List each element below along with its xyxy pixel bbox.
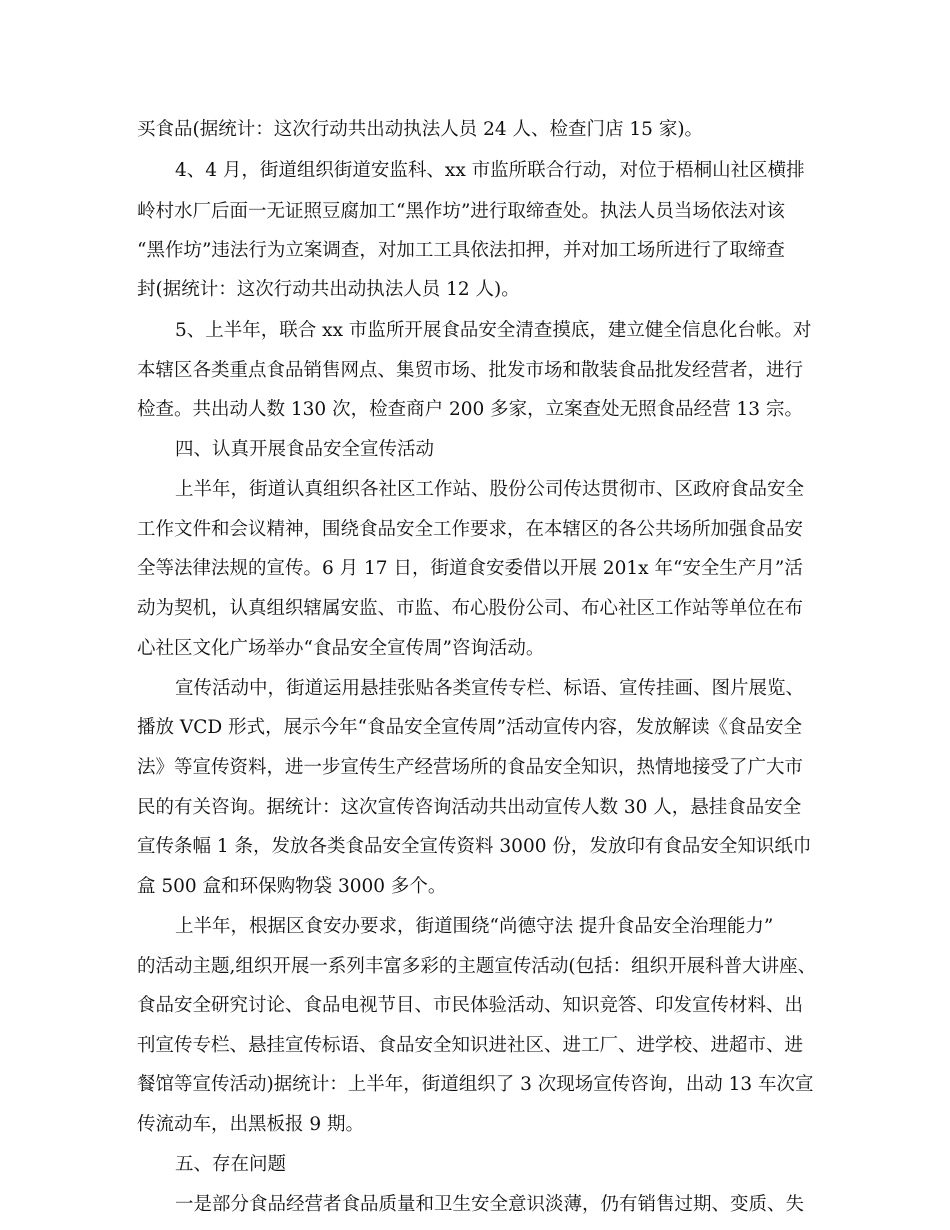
section-heading: 四、认真开展食品安全宣传活动 — [175, 439, 435, 460]
text-line: 上半年，街道认真组织各社区工作站、股份公司传达贯彻市、区政府食品安全 — [175, 479, 805, 500]
text-line: 宣传条幅 1 条，发放各类食品安全宣传资料 3000 份，发放印有食品安全知识纸巾 — [137, 836, 812, 857]
text-line: 本辖区各类重点食品销售网点、集贸市场、批发市场和散装食品批发经营者，进行 — [137, 360, 804, 381]
text-line: 一是部分食品经营者食品质量和卫生安全意识淡薄，仍有销售过期、变质、失 — [175, 1194, 805, 1215]
text-line: 岭村水厂后面一无证照豆腐加工“黑作坊”进行取缔查处。执法人员当场依法对该 — [137, 201, 785, 222]
text-line: 心社区文化广场举办“食品安全宣传周”咨询活动。 — [137, 638, 545, 659]
text-line: 法》等宣传资料，进一步宣传生产经营场所的食品安全知识，热情地接受了广大市 — [137, 757, 804, 778]
text-line: 宣传活动中，街道运用悬挂张贴各类宣传专栏、标语、宣传挂画、图片展览、 — [175, 678, 805, 699]
text-line: 盒 500 盒和环保购物袋 3000 多个。 — [137, 876, 447, 897]
text-line: 食品安全研究讨论、食品电视节目、市民体验活动、知识竞答、印发宣传材料、出 — [137, 995, 804, 1016]
text-line: 5、上半年，联合 xx 市监所开展食品安全清查摸底，建立健全信息化台帐。对 — [175, 320, 812, 341]
text-line: 工作文件和会议精神，围绕食品安全工作要求，在本辖区的各公共场所加强食品安 — [137, 519, 804, 540]
text-line: 检查。共出动人数 130 次，检查商户 200 多家，立案查处无照食品经营 13 宗。 — [137, 399, 803, 420]
text-line: 4、4 月，街道组织街道安监科、xx 市监所联合行动，对位于梧桐山社区横排 — [175, 160, 805, 181]
text-line: 封(据统计：这次行动共出动执法人员 12 人)。 — [137, 279, 520, 300]
text-line: “黑作坊”违法行为立案调查，对加工工具依法扣押，并对加工场所进行了取缔查 — [137, 240, 785, 261]
text-line: 民的有关咨询。据统计：这次宣传咨询活动共出动宣传人数 30 人，悬挂食品安全 — [137, 797, 802, 818]
text-line: 全等法律法规的宣传。6 月 17 日，街道食安委借以开展 201x 年“安全生产月”活 — [137, 558, 803, 579]
text-line: 的活动主题,组织开展一系列丰富多彩的主题宣传活动(包括：组织开展科普大讲座、 — [137, 956, 817, 977]
text-line: 餐馆等宣传活动)据统计：上半年，街道组织了 3 次现场宣传咨询，出动 13 车次宣 — [137, 1074, 814, 1095]
text-line: 买食品(据统计：这次行动共出动执法人员 24 人、检查门店 15 家)。 — [137, 119, 704, 140]
text-line: 刊宣传专栏、悬挂宣传标语、食品安全知识进社区、进工厂、进学校、进超市、进 — [137, 1035, 804, 1056]
text-line: 传流动车，出黑板报 9 期。 — [137, 1114, 365, 1135]
text-line: 播放 VCD 形式，展示今年“食品安全宣传周”活动宣传内容，发放解读《食品安全 — [137, 717, 803, 738]
text-line: 上半年，根据区食安办要求，街道围绕“尚德守法 提升食品安全治理能力” — [175, 916, 774, 937]
text-line: 动为契机，认真组织辖属安监、市监、布心股份公司、布心社区工作站等单位在布 — [137, 598, 804, 619]
section-heading: 五、存在问题 — [175, 1154, 287, 1175]
